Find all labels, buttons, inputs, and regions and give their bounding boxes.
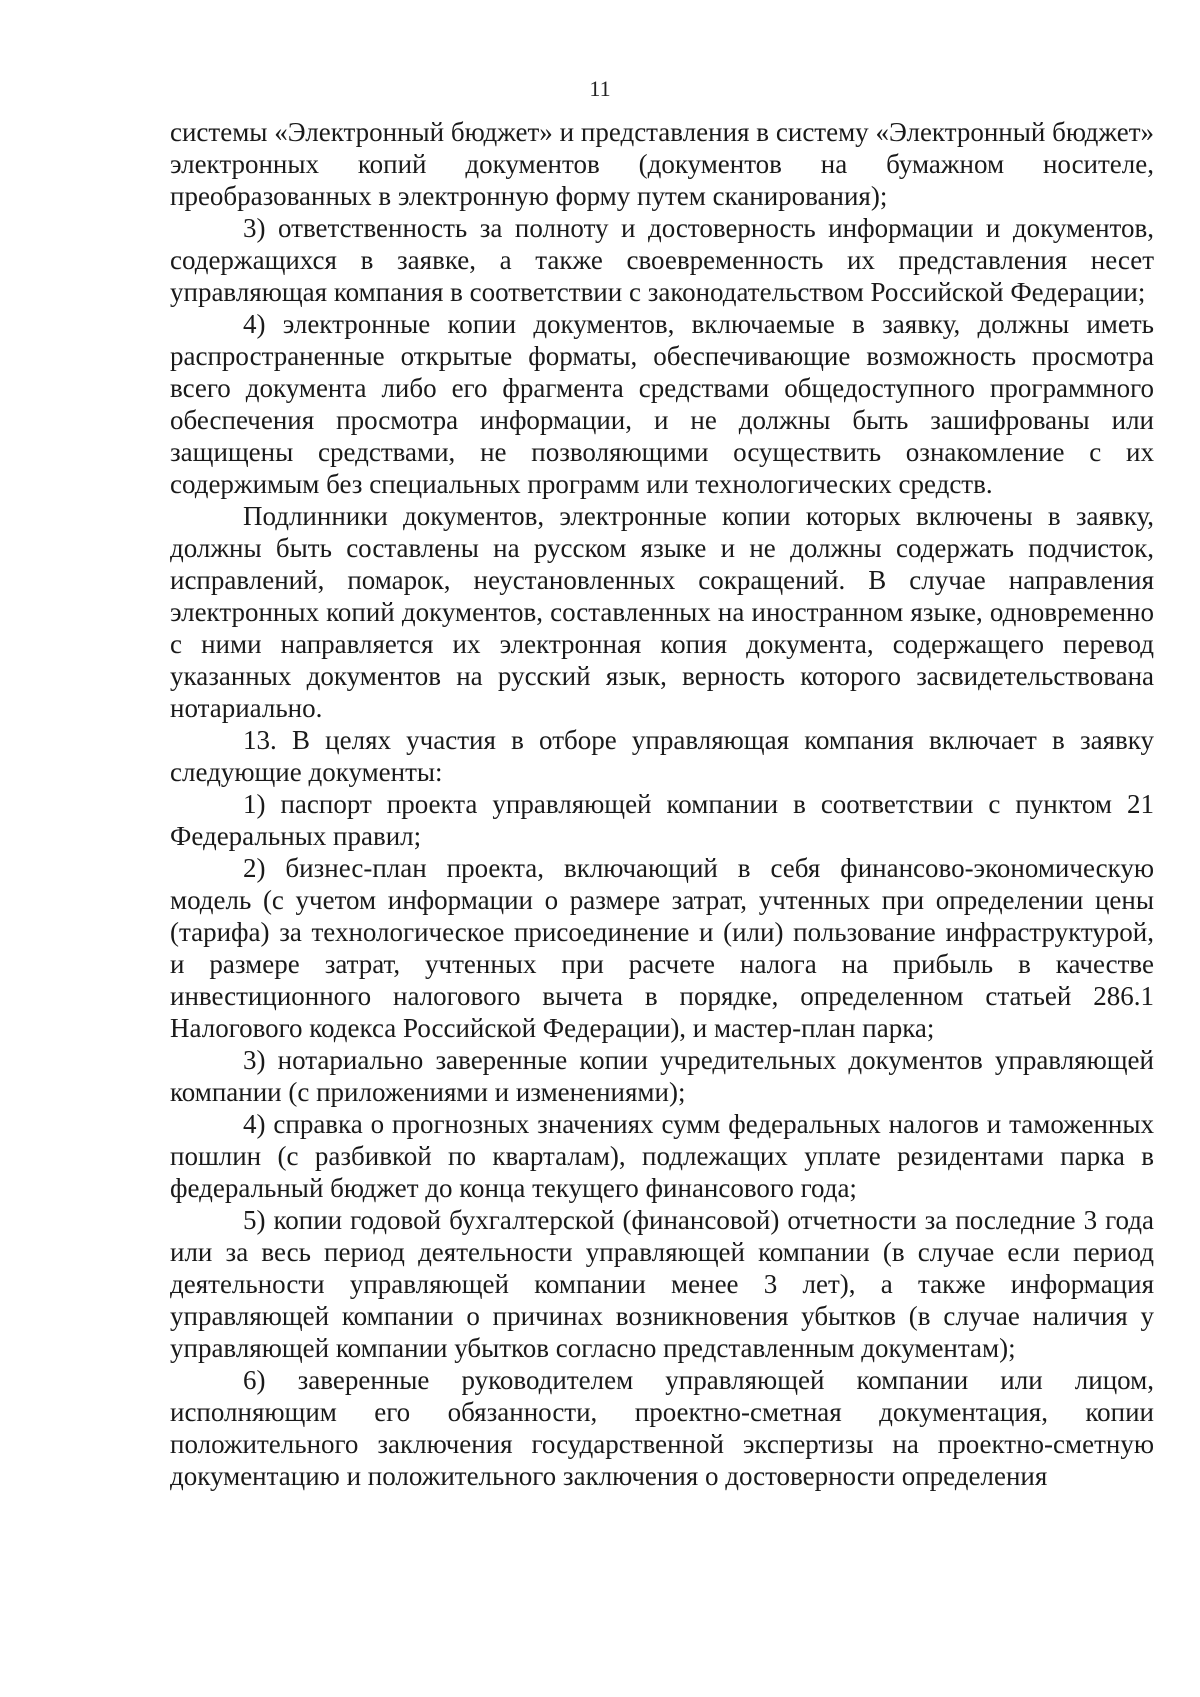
page-number: 11: [589, 76, 611, 101]
paragraph-doc-1: 1) паспорт проекта управляющей компании в соответствии с пунктом 21 Федеральных правил;: [170, 789, 1154, 851]
paragraph-originals: Подлинники документов, электронные копии которых включены в заявку, должны быть составлены на русском языке и не должны содержать подчисток, исправлений, помарок, неустановленных сокращений. В случае направления электронных копий документов, составленных на иностранном языке, одновременно с ними направляется их электронная копия документа, содержащего перевод указанных документов на русский язык, верность которого засвидетельствована нотариально.: [170, 501, 1154, 723]
paragraph-doc-6: 6) заверенные руководителем управляющей компании или лицом, исполняющим его обязанности, проектно-сметная документация, копии положительного заключения государственной экспертизы на проектно-сметную документацию и положительного заключения о достоверности определения: [170, 1365, 1154, 1491]
paragraph-section-13: 13. В целях участия в отборе управляющая компания включает в заявку следующие документы:: [170, 725, 1154, 787]
paragraph-item-3: 3) ответственность за полноту и достоверность информации и документов, содержащихся в заявке, а также своевременность их представления несет управляющая компания в соответствии с законодательством Российской Федерации;: [170, 213, 1154, 307]
paragraph-continuation: системы «Электронный бюджет» и представления в систему «Электронный бюджет» электронных копий документов (документов на бумажном носителе, преобразованных в электронную форму путем сканирования);: [170, 117, 1154, 211]
paragraph-doc-3: 3) нотариально заверенные копии учредительных документов управляющей компании (с приложениями и изменениями);: [170, 1045, 1154, 1107]
paragraph-doc-4: 4) справка о прогнозных значениях сумм федеральных налогов и таможенных пошлин (с разбивкой по кварталам), подлежащих уплате резидентами парка в федеральный бюджет до конца текущего финансового года;: [170, 1109, 1154, 1203]
paragraph-item-4: 4) электронные копии документов, включаемые в заявку, должны иметь распространенные открытые форматы, обеспечивающие возможность просмотра всего документа либо его фрагмента средствами общедоступного программного обеспечения просмотра информации, и не должны быть зашифрованы или защищены средствами, не позволяющими осуществить ознакомление с их содержимым без специальных программ или технологических средств.: [170, 309, 1154, 499]
paragraph-doc-5: 5) копии годовой бухгалтерской (финансовой) отчетности за последние 3 года или за весь период деятельности управляющей компании (в случае если период деятельности управляющей компании менее 3 лет), а также информация управляющей компании о причинах возникновения убытков (в случае наличия у управляющей компании убытков согласно представленным документам);: [170, 1205, 1154, 1363]
document-body: [170, 116, 1154, 1492]
paragraph-doc-2: 2) бизнес-план проекта, включающий в себя финансово-экономическую модель (с учетом информации о размере затрат, учтенных при определении цены (тарифа) за технологическое присоединение и (или) пользование инфраструктурой, и размере затрат, учтенных при расчете налога на прибыль в качестве инвестиционного налогового вычета в порядке, определенном статьей 286.1 Налогового кодекса Российской Федерации), и мастер-план парка;: [170, 853, 1154, 1043]
